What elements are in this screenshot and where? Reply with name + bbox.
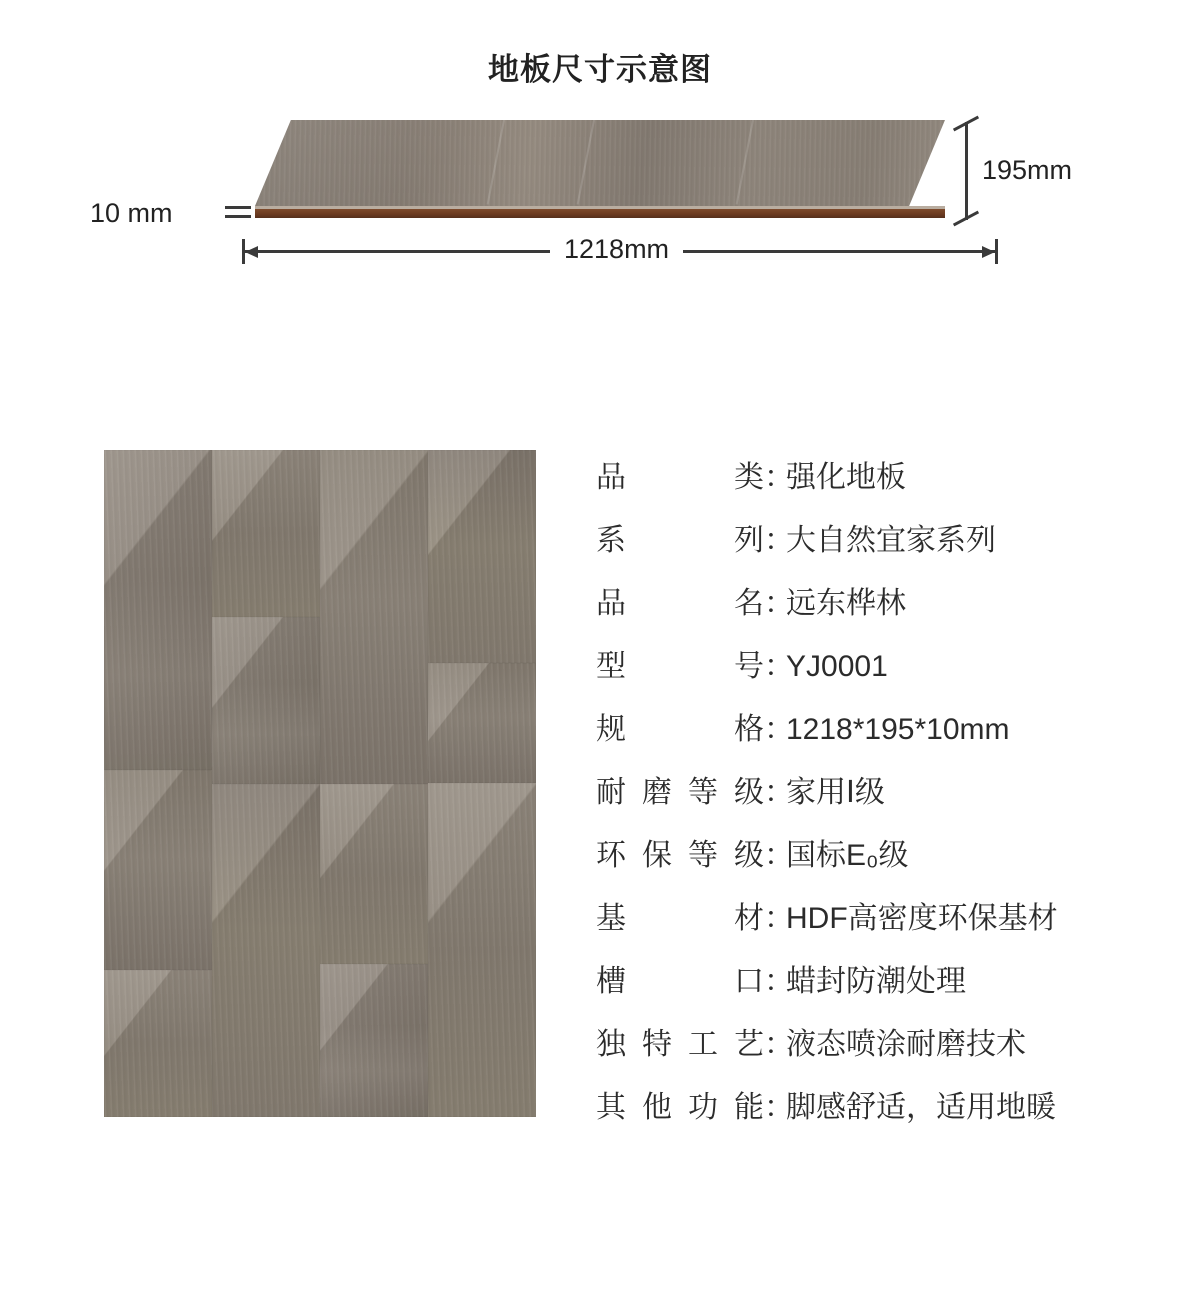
board-core-edge: [255, 209, 945, 218]
plank: [212, 450, 320, 617]
spec-row: [596, 515, 1156, 578]
plank-column: [428, 450, 536, 1117]
plank: [428, 783, 536, 1117]
spec-row: [596, 767, 1156, 830]
floor-board-illustration: [255, 120, 945, 220]
spec-row: [596, 1082, 1156, 1145]
page-title: 地板尺寸示意图: [488, 52, 712, 87]
spec-value: 脚感舒适，适用地暖: [786, 1091, 1056, 1124]
spec-colon: ：: [764, 1028, 794, 1061]
length-tick-right: [995, 239, 998, 264]
spec-label: 独特工艺: [596, 1028, 764, 1061]
spec-value: 1218*195*10mm: [786, 713, 1010, 746]
plank: [212, 784, 320, 1118]
thickness-leader-line-bottom: [225, 215, 251, 218]
spec-row: [596, 578, 1156, 641]
spec-label: 耐磨等级: [596, 776, 764, 809]
spec-value: 远东桦林: [786, 587, 906, 620]
length-arrow-left: [245, 246, 258, 258]
product-spec-list: [596, 452, 1156, 1145]
spec-colon: ：: [764, 839, 794, 872]
plank: [428, 663, 536, 783]
thickness-label: 10 mm: [90, 198, 173, 228]
spec-row: [596, 893, 1156, 956]
plank: [104, 450, 212, 770]
spec-row: [596, 641, 1156, 704]
plank: [320, 964, 428, 1117]
length-arrow-right: [982, 246, 995, 258]
plank-column: [104, 450, 212, 1117]
spec-colon: ：: [764, 461, 794, 494]
spec-value: HDF高密度环保基材: [786, 902, 1058, 935]
plank: [212, 617, 320, 784]
spec-label: 系 列: [596, 524, 764, 557]
length-label: 1218mm: [550, 234, 683, 265]
width-label: 195mm: [982, 155, 1073, 185]
spec-colon: ：: [764, 776, 794, 809]
spec-value: YJ0001: [786, 650, 888, 683]
spec-label: 槽 口: [596, 965, 764, 998]
plank: [320, 450, 428, 784]
floor-swatch-image: [104, 450, 536, 1117]
spec-value: 蜡封防潮处理: [786, 965, 966, 998]
spec-label: 品 类: [596, 461, 764, 494]
spec-row: [596, 830, 1156, 893]
spec-row: [596, 704, 1156, 767]
spec-value: 家用Ⅰ级: [786, 776, 885, 809]
spec-label: 品 名: [596, 587, 764, 620]
spec-colon: ：: [764, 902, 794, 935]
plank: [428, 450, 536, 663]
spec-row: [596, 956, 1156, 1019]
spec-colon: ：: [764, 587, 794, 620]
spec-label: 规 格: [596, 713, 764, 746]
spec-value: 强化地板: [786, 461, 906, 494]
spec-label: 其他功能: [596, 1091, 764, 1124]
spec-colon: ：: [764, 524, 794, 557]
spec-value: 液态喷涂耐磨技术: [786, 1028, 1026, 1061]
plank: [104, 770, 212, 970]
spec-colon: ：: [764, 965, 794, 998]
plank: [320, 784, 428, 964]
plank-column: [320, 450, 428, 1117]
spec-colon: ：: [764, 713, 794, 746]
spec-label: 环保等级: [596, 839, 764, 872]
plank-column: [212, 450, 320, 1117]
dimension-diagram: [90, 110, 1110, 300]
spec-row: [596, 452, 1156, 515]
spec-value: 大自然宜家系列: [786, 524, 996, 557]
width-dimension-line: [965, 122, 968, 220]
spec-label: 型 号: [596, 650, 764, 683]
plank: [104, 970, 212, 1117]
spec-colon: ：: [764, 650, 794, 683]
veneer-seam: [735, 120, 753, 205]
veneer-seam: [487, 120, 505, 205]
thickness-leader-line-top: [225, 206, 251, 209]
board-top-face: [255, 120, 945, 206]
spec-colon: ：: [764, 1091, 794, 1124]
spec-row: [596, 1019, 1156, 1082]
spec-label: 基 材: [596, 902, 764, 935]
spec-value: 国标E₀级: [786, 839, 909, 872]
veneer-seam: [577, 120, 595, 205]
